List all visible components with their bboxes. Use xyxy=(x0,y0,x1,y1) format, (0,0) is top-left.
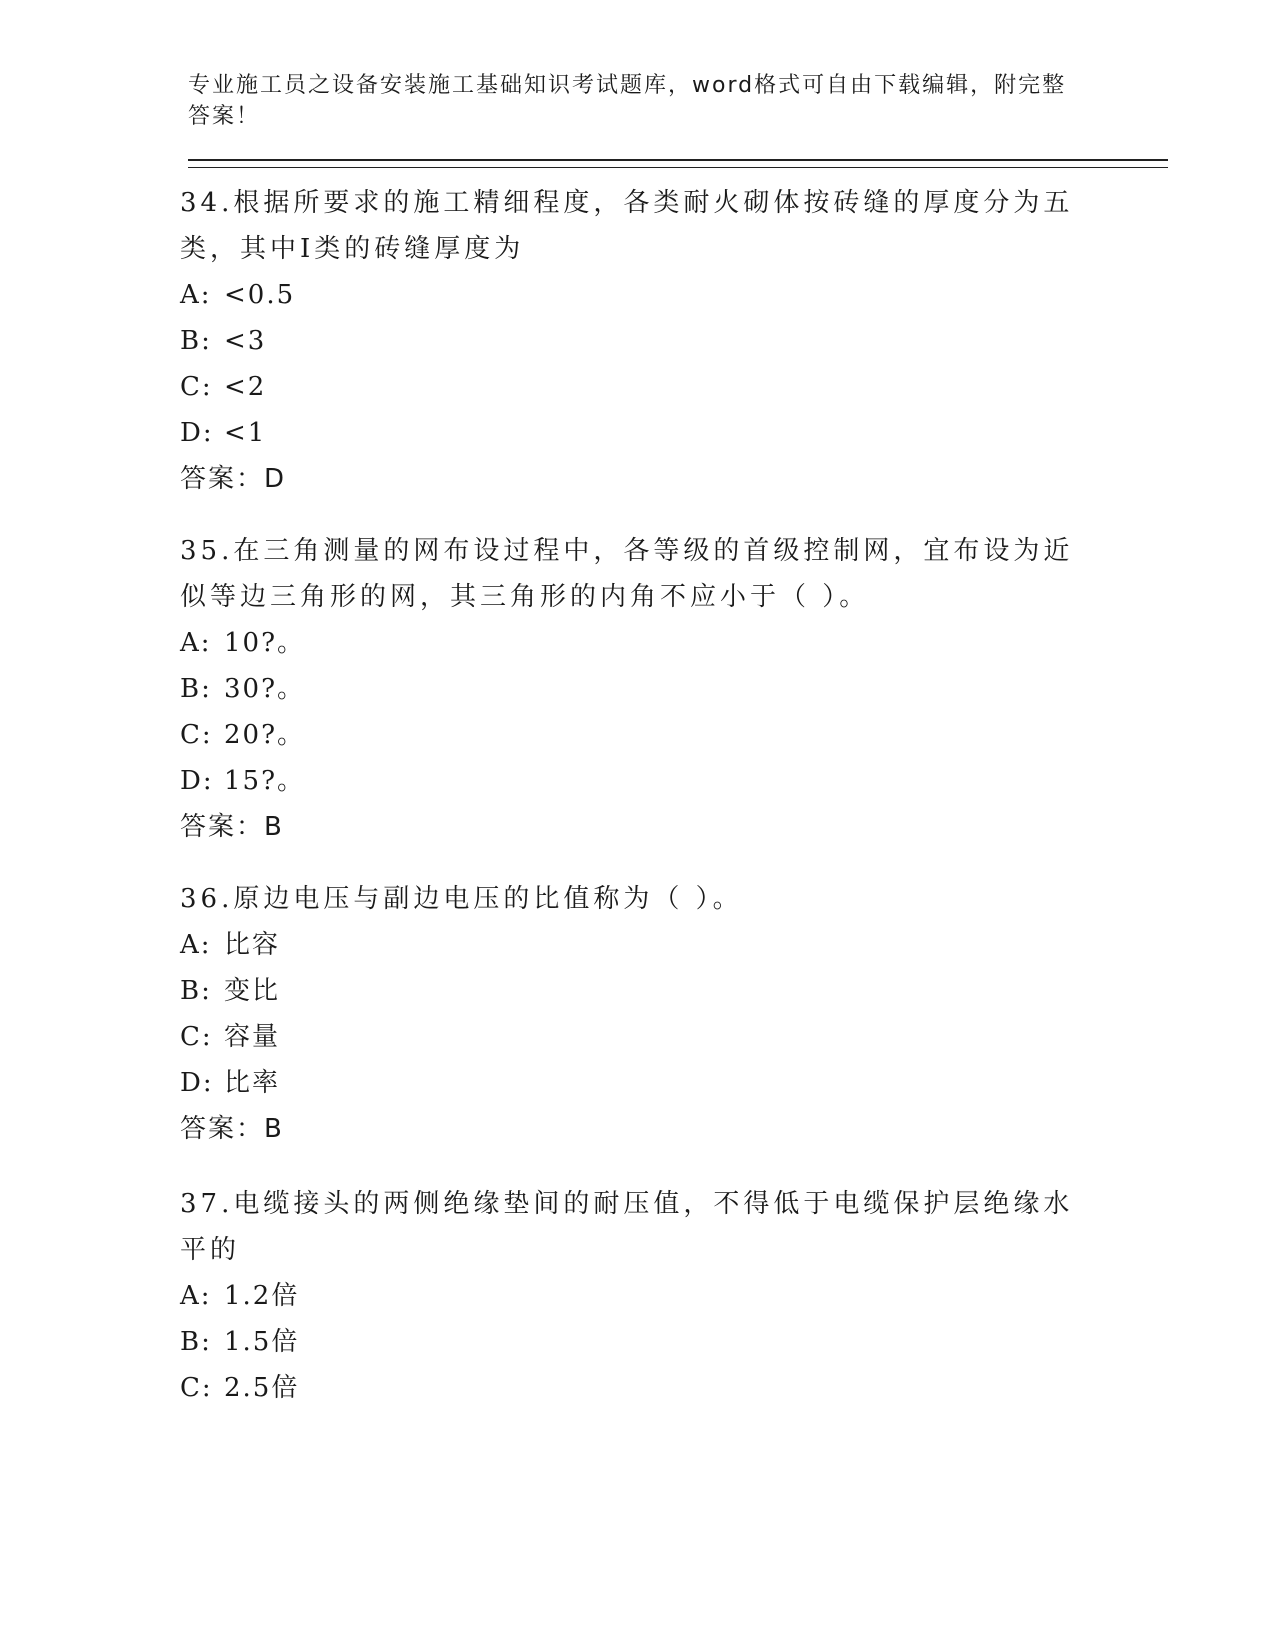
option-c: C: 2.5倍 xyxy=(180,1373,300,1403)
header-divider xyxy=(188,159,1168,168)
option-b: B: 30?。 xyxy=(180,674,306,704)
answer-text: 答案：B xyxy=(180,1114,284,1144)
question-35 xyxy=(180,528,1080,850)
answer-text: 答案：B xyxy=(180,812,284,842)
option-b: B: 1.5倍 xyxy=(180,1327,300,1357)
question-stem: 37.电缆接头的两侧绝缘垫间的耐压值，不得低于电缆保护层绝缘水平的 xyxy=(180,1189,1074,1265)
question-stem: 36.原边电压与副边电压的比值称为（ ）。 xyxy=(180,884,743,914)
question-stem: 34.根据所要求的施工精细程度，各类耐火砌体按砖缝的厚度分为五类，其中Ⅰ类的砖缝厚度为 xyxy=(180,188,1074,264)
document-page xyxy=(188,70,1168,168)
option-c: C: 容量 xyxy=(180,1022,281,1052)
option-d: D: 比率 xyxy=(180,1068,281,1098)
option-a: A: 10?。 xyxy=(180,628,306,658)
option-c: C: 20?。 xyxy=(180,720,306,750)
question-34 xyxy=(180,180,1080,502)
option-c: C: <2 xyxy=(180,372,267,402)
document-header-title: 专业施工员之设备安装施工基础知识考试题库，word格式可自由下载编辑，附完整答案！ xyxy=(188,73,1067,129)
question-36 xyxy=(180,876,1080,1152)
option-b: B: 变比 xyxy=(180,976,281,1006)
option-a: A: 比容 xyxy=(180,930,281,960)
option-a: A: <0.5 xyxy=(180,280,296,310)
option-b: B: <3 xyxy=(180,326,267,356)
question-37 xyxy=(180,1181,1080,1411)
option-a: A: 1.2倍 xyxy=(180,1281,300,1311)
question-stem: 35.在三角测量的网布设过程中，各等级的首级控制网，宜布设为近似等边三角形的网，其三角形的内角不应小于（ ）。 xyxy=(180,536,1074,612)
option-d: D: 15?。 xyxy=(180,766,306,796)
answer-text: 答案：D xyxy=(180,464,287,494)
option-d: D: <1 xyxy=(180,418,267,448)
